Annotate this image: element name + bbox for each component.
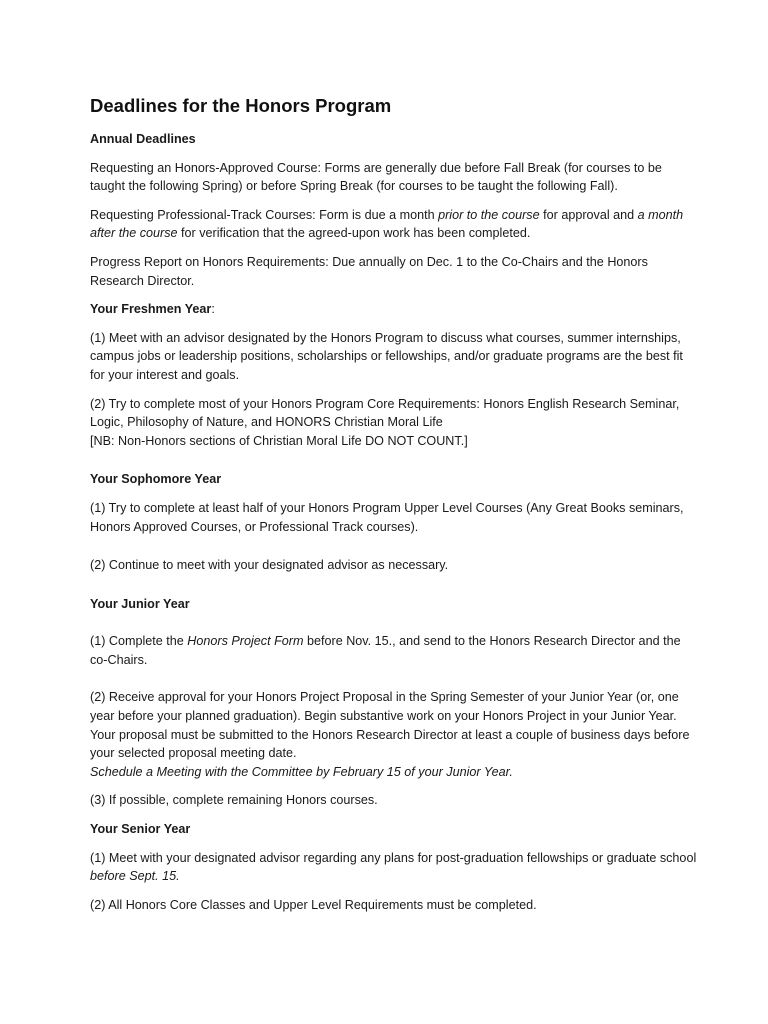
schedule-meeting-emphasis: Schedule a Meeting with the Committee by February 15 of your Junior Year.: [90, 764, 513, 779]
freshmen-item-2: (2) Try to complete most of your Honors Program Core Requirements: Honors English Research Seminar, Logic, Philosophy of Nature, and HONORS Christian Moral Life: [90, 396, 680, 430]
junior-item-1-text-b: before Nov. 15., and send to the Honors Research Director and the co-Chairs.: [90, 634, 681, 667]
freshmen-year-heading-colon: :: [211, 302, 215, 317]
sophomore-item-1: (1) Try to complete at least half of your Honors Program Upper Level Courses (Any Great Books seminars, Honors Approved Courses, or Professional Track courses).: [90, 500, 684, 534]
freshmen-year-heading: [90, 300, 700, 319]
junior-year-heading: Your Junior Year: [90, 596, 190, 611]
freshmen-year-heading-text: Your Freshmen Year: [90, 302, 212, 317]
junior-item-3: (3) If possible, complete remaining Honors courses.: [90, 793, 378, 808]
professional-track-emphasis-2: a month after the course: [90, 207, 684, 241]
senior-item-2: (2) All Honors Core Classes and Upper Level Requirements must be completed.: [90, 897, 537, 912]
professional-track-text-c: for verification that the agreed-upon work has been completed.: [177, 226, 531, 241]
document-page: [90, 94, 700, 914]
senior-item-1-text: (1) Meet with your designated advisor regarding any plans for post-graduation fellowships or graduate school: [90, 850, 697, 865]
progress-report-paragraph: Progress Report on Honors Requirements: Due annually on Dec. 1 to the Co-Chairs and the Honors Research Director.: [90, 254, 648, 288]
freshmen-item-1: (1) Meet with an advisor designated by the Honors Program to discuss what courses, summer internships, campus jobs or leadership positions, scholarships or fellowships, and/or graduate programs are the best fit for your interest and goals.: [90, 330, 683, 382]
junior-item-2: (2) Receive approval for your Honors Project Proposal in the Spring Semester of your Junior Year (or, one year before your planned graduation). Begin substantive work on your Honors Project in your Junior Year. Your proposal must be submitted to the Honors Research Director at least a couple of business days before your selected proposal meeting date.: [90, 690, 690, 761]
freshmen-item-2-note: [NB: Non-Honors sections of Christian Moral Life DO NOT COUNT.]: [90, 433, 468, 448]
professional-track-emphasis-1: prior to the course: [438, 207, 540, 222]
professional-track-text-a: Requesting Professional-Track Courses: Form is due a month: [90, 207, 439, 222]
sophomore-year-heading: Your Sophomore Year: [90, 472, 222, 487]
junior-item-1: [90, 632, 700, 669]
junior-item-1-text-a: (1) Complete the: [90, 634, 188, 649]
professional-track-paragraph: [90, 206, 700, 243]
page-title: Deadlines for the Honors Program: [90, 95, 392, 116]
junior-item-2-schedule-note: [90, 763, 700, 782]
professional-track-text-b: for approval and: [539, 207, 638, 222]
honors-project-form-emphasis: Honors Project Form: [187, 634, 304, 649]
annual-deadlines-heading: Annual Deadlines: [90, 132, 196, 146]
senior-year-heading: Your Senior Year: [90, 822, 191, 837]
sophomore-item-2: (2) Continue to meet with your designated advisor as necessary.: [90, 558, 449, 573]
honors-approved-course-paragraph: Requesting an Honors-Approved Course: Forms are generally due before Fall Break (for courses to be taught the following Spring) or before Spring Break (for courses to be taught the following Fall).: [90, 160, 662, 194]
before-sept-15-emphasis: before Sept. 15.: [90, 869, 180, 884]
senior-item-1: [90, 849, 700, 886]
